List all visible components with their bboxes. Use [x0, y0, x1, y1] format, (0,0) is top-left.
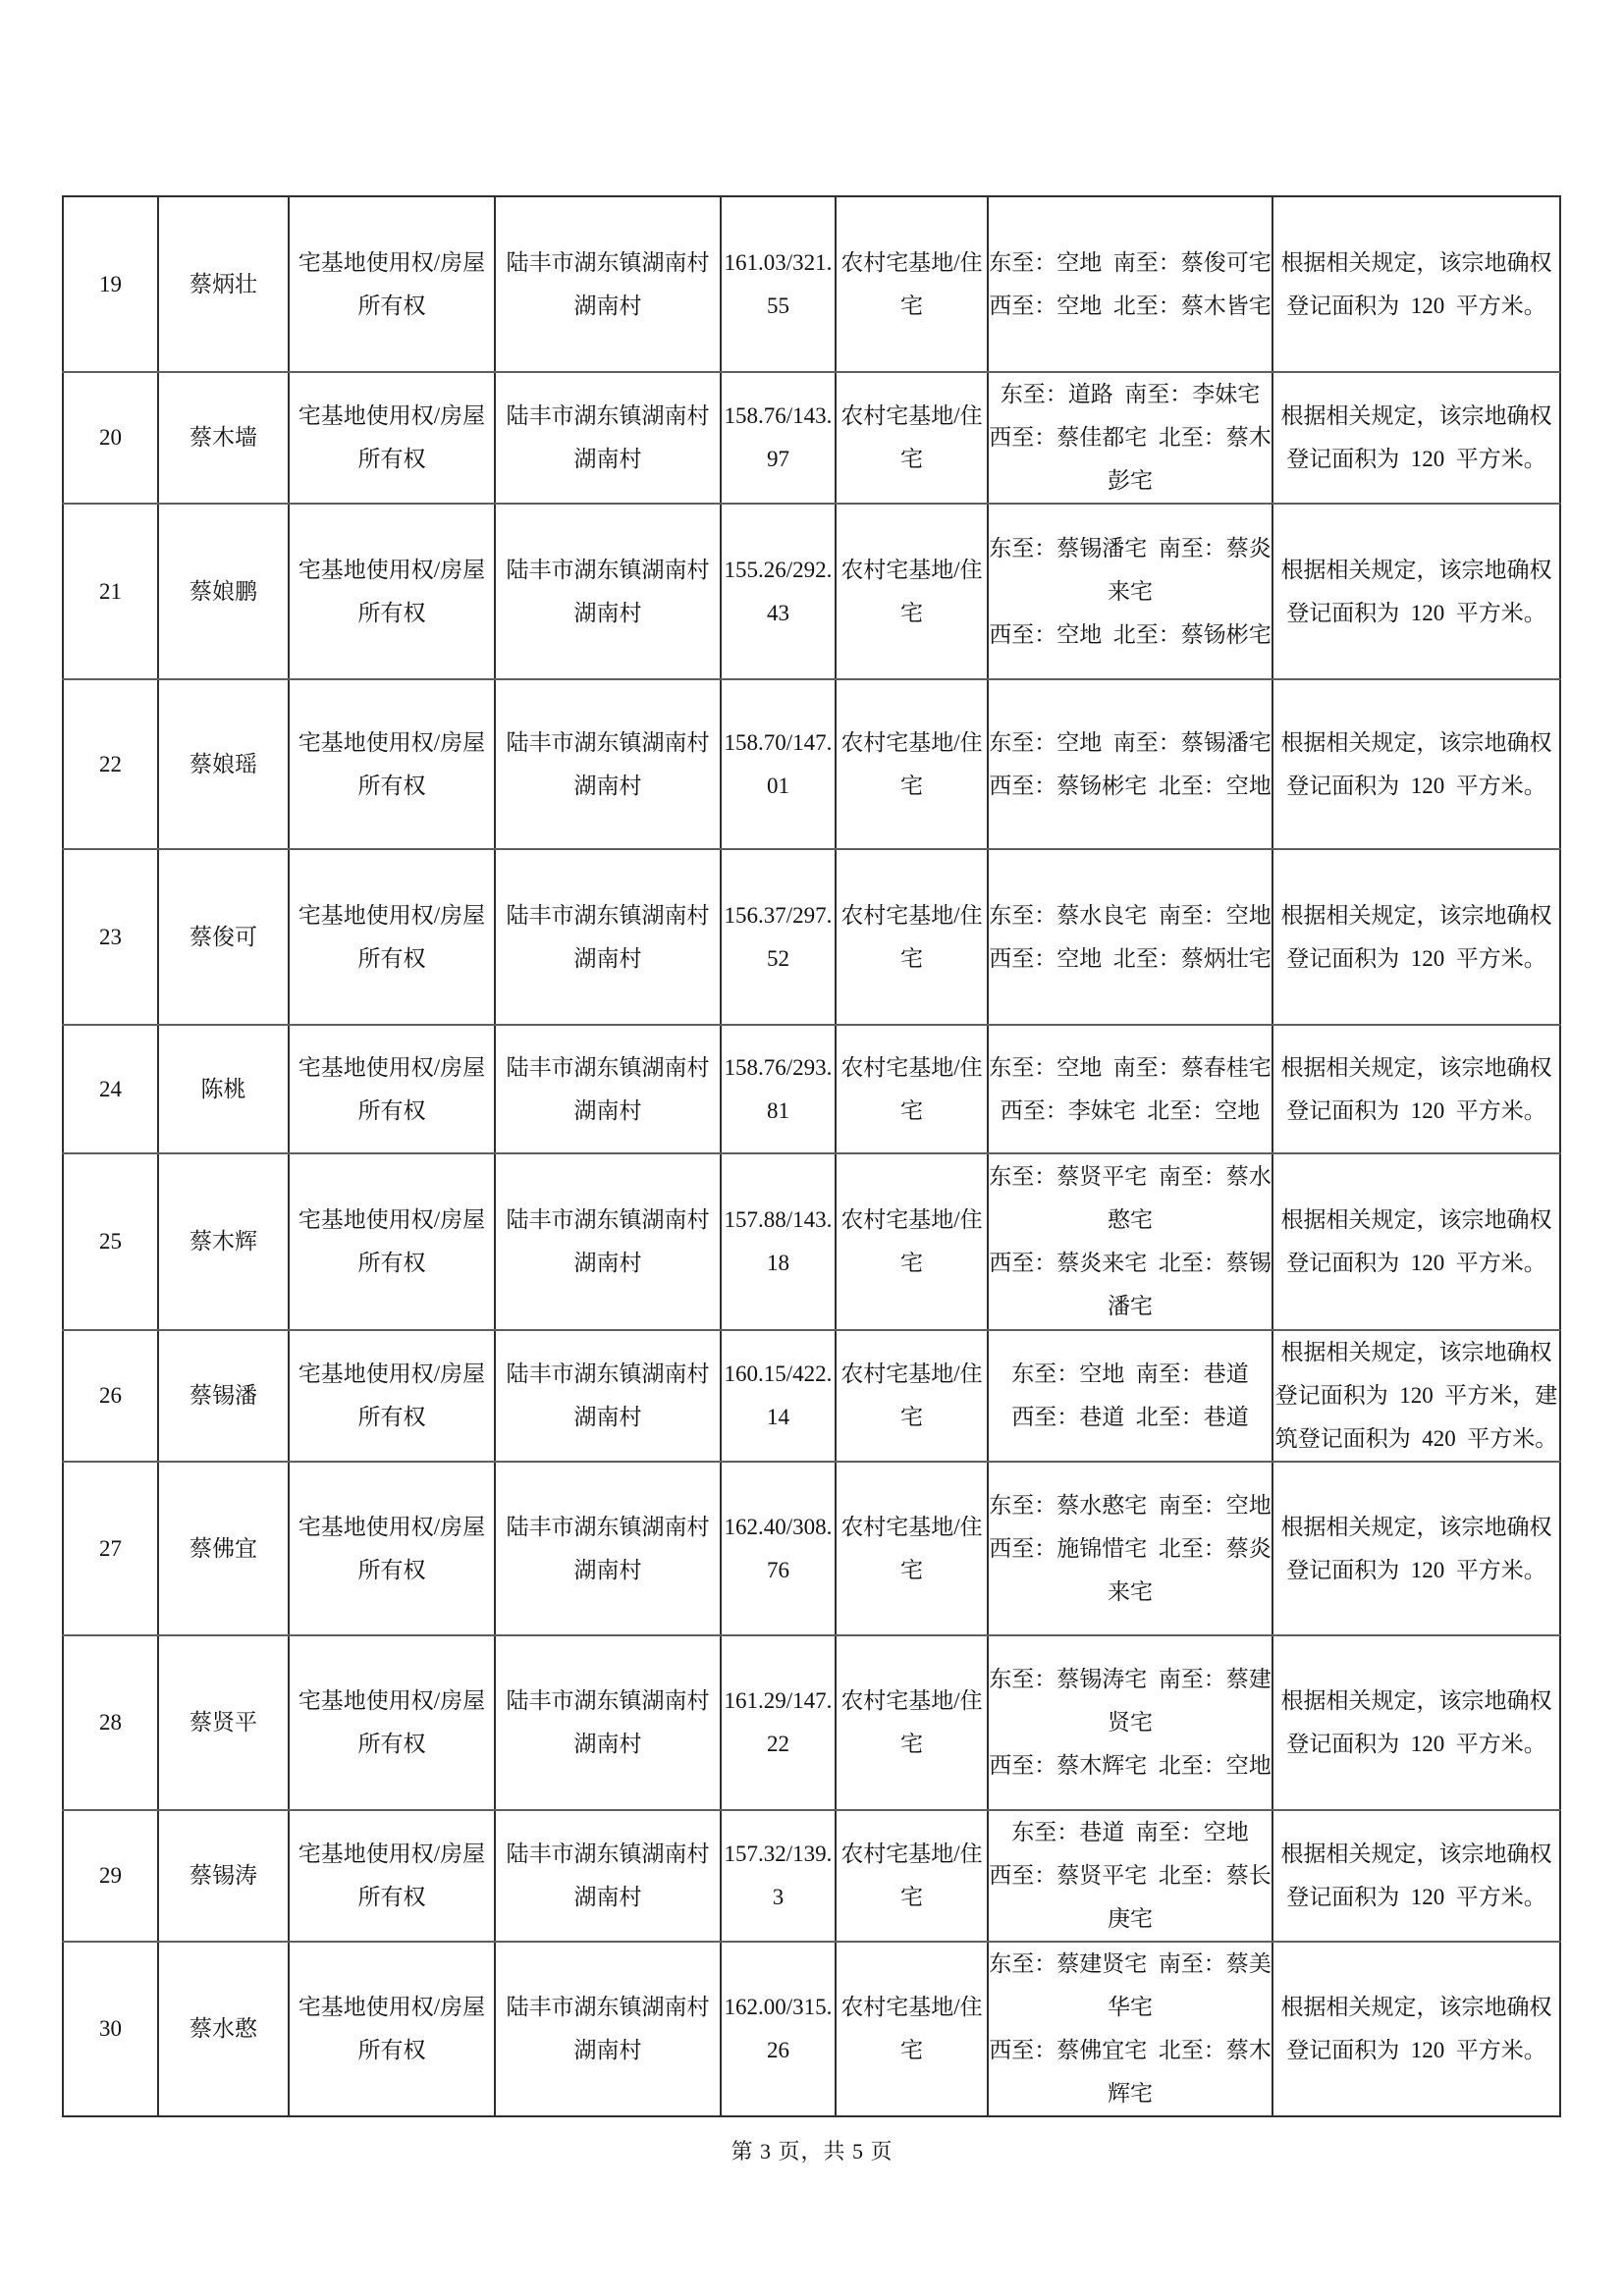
- cell-remark: 根据相关规定，该宗地确权登记面积为 120 平方米。: [1272, 849, 1560, 1025]
- cell-area: 162.00/315.26: [721, 1942, 836, 2116]
- cell-area: 156.37/297.52: [721, 849, 836, 1025]
- cell-index: 26: [63, 1330, 158, 1462]
- cell-location: 陆丰市湖东镇湖南村湖南村: [495, 1810, 721, 1942]
- cell-index: 30: [63, 1942, 158, 2116]
- cell-remark: 根据相关规定，该宗地确权登记面积为 120 平方米。: [1272, 1462, 1560, 1635]
- table-body: [63, 196, 1560, 2116]
- boundary-west-north: 西至：李妹宅 北至：空地: [1000, 1097, 1261, 1123]
- cell-boundaries: [988, 1025, 1272, 1153]
- cell-location: 陆丰市湖东镇湖南村湖南村: [495, 1942, 721, 2116]
- boundary-east-south: 东至：空地 南至：蔡俊可宅: [989, 249, 1272, 275]
- cell-land-use: 农村宅基地/住宅: [836, 196, 988, 372]
- cell-location: 陆丰市湖东镇湖南村湖南村: [495, 196, 721, 372]
- cell-remark: 根据相关规定，该宗地确权登记面积为 120 平方米。: [1272, 196, 1560, 372]
- cell-boundaries: [988, 372, 1272, 504]
- cell-index: 21: [63, 504, 158, 679]
- cell-right-type: 宅基地使用权/房屋所有权: [289, 196, 495, 372]
- cell-index: 23: [63, 849, 158, 1025]
- boundary-east-south: 东至：蔡水良宅 南至：空地: [989, 902, 1272, 928]
- boundary-east-south: 东至：空地 南至：蔡春桂宅: [989, 1054, 1272, 1080]
- cell-owner-name: 蔡佛宜: [158, 1462, 289, 1635]
- cell-land-use: 农村宅基地/住宅: [836, 1462, 988, 1635]
- cell-location: 陆丰市湖东镇湖南村湖南村: [495, 1153, 721, 1330]
- cell-remark: 根据相关规定，该宗地确权登记面积为 120 平方米。: [1272, 372, 1560, 504]
- cell-index: 24: [63, 1025, 158, 1153]
- cell-owner-name: 蔡娘瑶: [158, 679, 289, 849]
- cell-index: 22: [63, 679, 158, 849]
- cell-land-use: 农村宅基地/住宅: [836, 1810, 988, 1942]
- cell-location: 陆丰市湖东镇湖南村湖南村: [495, 1462, 721, 1635]
- boundary-west-north: 西至：施锦惜宅 北至：蔡炎来宅: [989, 1535, 1272, 1604]
- boundary-east-south: 东至：空地 南至：蔡锡潘宅: [989, 729, 1272, 755]
- table-row: [63, 1025, 1560, 1153]
- cell-area: 158.76/143.97: [721, 372, 836, 504]
- cell-land-use: 农村宅基地/住宅: [836, 1330, 988, 1462]
- boundary-east-south: 东至：空地 南至：巷道: [1011, 1362, 1249, 1386]
- cell-index: 27: [63, 1462, 158, 1635]
- cell-boundaries: [988, 849, 1272, 1025]
- cell-land-use: 农村宅基地/住宅: [836, 849, 988, 1025]
- boundary-west-north: 西至：空地 北至：蔡炳壮宅: [989, 945, 1272, 971]
- table-row: [63, 849, 1560, 1025]
- cell-area: 155.26/292.43: [721, 504, 836, 679]
- cell-land-use: 农村宅基地/住宅: [836, 1942, 988, 2116]
- cell-area: 157.32/139.3: [721, 1810, 836, 1942]
- boundary-west-north: 西至：巷道 北至：巷道: [1011, 1405, 1249, 1429]
- cell-right-type: 宅基地使用权/房屋所有权: [289, 372, 495, 504]
- cell-owner-name: 蔡锡潘: [158, 1330, 289, 1462]
- cell-area: 158.76/293.81: [721, 1025, 836, 1153]
- table-row: [63, 679, 1560, 849]
- table-row: [63, 196, 1560, 372]
- cell-owner-name: 蔡木辉: [158, 1153, 289, 1330]
- cell-area: 157.88/143.18: [721, 1153, 836, 1330]
- cell-right-type: 宅基地使用权/房屋所有权: [289, 504, 495, 679]
- cell-boundaries: [988, 1462, 1272, 1635]
- cell-boundaries: [988, 1810, 1272, 1942]
- cell-location: 陆丰市湖东镇湖南村湖南村: [495, 1635, 721, 1810]
- cell-land-use: 农村宅基地/住宅: [836, 1635, 988, 1810]
- cell-location: 陆丰市湖东镇湖南村湖南村: [495, 849, 721, 1025]
- cell-location: 陆丰市湖东镇湖南村湖南村: [495, 504, 721, 679]
- cell-owner-name: 蔡水憨: [158, 1942, 289, 2116]
- cell-owner-name: 蔡贤平: [158, 1635, 289, 1810]
- boundary-west-north: 西至：空地 北至：蔡钖彬宅: [989, 621, 1272, 647]
- boundary-east-south: 东至：道路 南至：李妹宅: [1000, 382, 1261, 406]
- cell-remark: 根据相关规定，该宗地确权登记面积为 120 平方米。: [1272, 1153, 1560, 1330]
- land-registration-table: [62, 195, 1561, 2117]
- cell-area: 158.70/147.01: [721, 679, 836, 849]
- cell-remark: 根据相关规定，该宗地确权登记面积为 120 平方米。: [1272, 504, 1560, 679]
- cell-area: 161.03/321.55: [721, 196, 836, 372]
- cell-boundaries: [988, 1942, 1272, 2116]
- table-row: [63, 1810, 1560, 1942]
- cell-owner-name: 蔡娘鹏: [158, 504, 289, 679]
- cell-land-use: 农村宅基地/住宅: [836, 504, 988, 679]
- cell-remark: 根据相关规定，该宗地确权登记面积为 120 平方米，建筑登记面积为 420 平方米。: [1272, 1330, 1560, 1462]
- cell-index: 29: [63, 1810, 158, 1942]
- cell-boundaries: [988, 1153, 1272, 1330]
- boundary-west-north: 西至：空地 北至：蔡木皆宅: [989, 293, 1272, 318]
- cell-owner-name: 蔡木墙: [158, 372, 289, 504]
- cell-right-type: 宅基地使用权/房屋所有权: [289, 1153, 495, 1330]
- cell-right-type: 宅基地使用权/房屋所有权: [289, 1025, 495, 1153]
- cell-right-type: 宅基地使用权/房屋所有权: [289, 679, 495, 849]
- boundary-west-north: 西至：蔡钖彬宅 北至：空地: [989, 773, 1272, 798]
- boundary-west-north: 西至：蔡佳都宅 北至：蔡木彭宅: [989, 425, 1272, 493]
- boundary-east-south: 东至：蔡建贤宅 南至：蔡美华宅: [989, 1951, 1272, 2019]
- boundary-west-north: 西至：蔡佛宜宅 北至：蔡木辉宅: [989, 2038, 1272, 2106]
- cell-right-type: 宅基地使用权/房屋所有权: [289, 1635, 495, 1810]
- boundary-west-north: 西至：蔡木辉宅 北至：空地: [989, 1753, 1272, 1778]
- page-number-footer: 第 3 页，共 5 页: [731, 2139, 893, 2163]
- cell-right-type: 宅基地使用权/房屋所有权: [289, 1810, 495, 1942]
- cell-boundaries: [988, 679, 1272, 849]
- cell-land-use: 农村宅基地/住宅: [836, 1025, 988, 1153]
- cell-boundaries: [988, 1330, 1272, 1462]
- table-row: [63, 372, 1560, 504]
- cell-right-type: 宅基地使用权/房屋所有权: [289, 1330, 495, 1462]
- cell-index: 19: [63, 196, 158, 372]
- cell-area: 162.40/308.76: [721, 1462, 836, 1635]
- cell-location: 陆丰市湖东镇湖南村湖南村: [495, 679, 721, 849]
- boundary-east-south: 东至：蔡锡潘宅 南至：蔡炎来宅: [989, 535, 1272, 604]
- cell-right-type: 宅基地使用权/房屋所有权: [289, 1462, 495, 1635]
- cell-boundaries: [988, 1635, 1272, 1810]
- table-row: [63, 504, 1560, 679]
- cell-land-use: 农村宅基地/住宅: [836, 679, 988, 849]
- cell-remark: 根据相关规定，该宗地确权登记面积为 120 平方米。: [1272, 1810, 1560, 1942]
- cell-area: 160.15/422.14: [721, 1330, 836, 1462]
- boundary-west-north: 西至：蔡炎来宅 北至：蔡锡潘宅: [989, 1251, 1272, 1318]
- boundary-east-south: 东至：蔡贤平宅 南至：蔡水憨宅: [989, 1164, 1272, 1232]
- cell-right-type: 宅基地使用权/房屋所有权: [289, 1942, 495, 2116]
- cell-remark: 根据相关规定，该宗地确权登记面积为 120 平方米。: [1272, 1635, 1560, 1810]
- cell-area: 161.29/147.22: [721, 1635, 836, 1810]
- table-row: [63, 1942, 1560, 2116]
- cell-remark: 根据相关规定，该宗地确权登记面积为 120 平方米。: [1272, 679, 1560, 849]
- cell-land-use: 农村宅基地/住宅: [836, 1153, 988, 1330]
- cell-owner-name: 陈桃: [158, 1025, 289, 1153]
- cell-owner-name: 蔡锡涛: [158, 1810, 289, 1942]
- cell-boundaries: [988, 196, 1272, 372]
- cell-remark: 根据相关规定，该宗地确权登记面积为 120 平方米。: [1272, 1025, 1560, 1153]
- cell-land-use: 农村宅基地/住宅: [836, 372, 988, 504]
- cell-boundaries: [988, 504, 1272, 679]
- table-row: [63, 1330, 1560, 1462]
- cell-index: 25: [63, 1153, 158, 1330]
- table-row: [63, 1462, 1560, 1635]
- boundary-east-south: 东至：巷道 南至：空地: [1011, 1820, 1249, 1844]
- table-row: [63, 1153, 1560, 1330]
- cell-owner-name: 蔡俊可: [158, 849, 289, 1025]
- cell-right-type: 宅基地使用权/房屋所有权: [289, 849, 495, 1025]
- cell-location: 陆丰市湖东镇湖南村湖南村: [495, 1330, 721, 1462]
- boundary-east-south: 东至：蔡水憨宅 南至：空地: [989, 1492, 1272, 1518]
- cell-remark: 根据相关规定，该宗地确权登记面积为 120 平方米。: [1272, 1942, 1560, 2116]
- cell-location: 陆丰市湖东镇湖南村湖南村: [495, 1025, 721, 1153]
- table-row: [63, 1635, 1560, 1810]
- boundary-west-north: 西至：蔡贤平宅 北至：蔡长庚宅: [989, 1863, 1272, 1931]
- boundary-east-south: 东至：蔡锡涛宅 南至：蔡建贤宅: [989, 1667, 1272, 1735]
- cell-location: 陆丰市湖东镇湖南村湖南村: [495, 372, 721, 504]
- cell-index: 20: [63, 372, 158, 504]
- cell-owner-name: 蔡炳壮: [158, 196, 289, 372]
- cell-index: 28: [63, 1635, 158, 1810]
